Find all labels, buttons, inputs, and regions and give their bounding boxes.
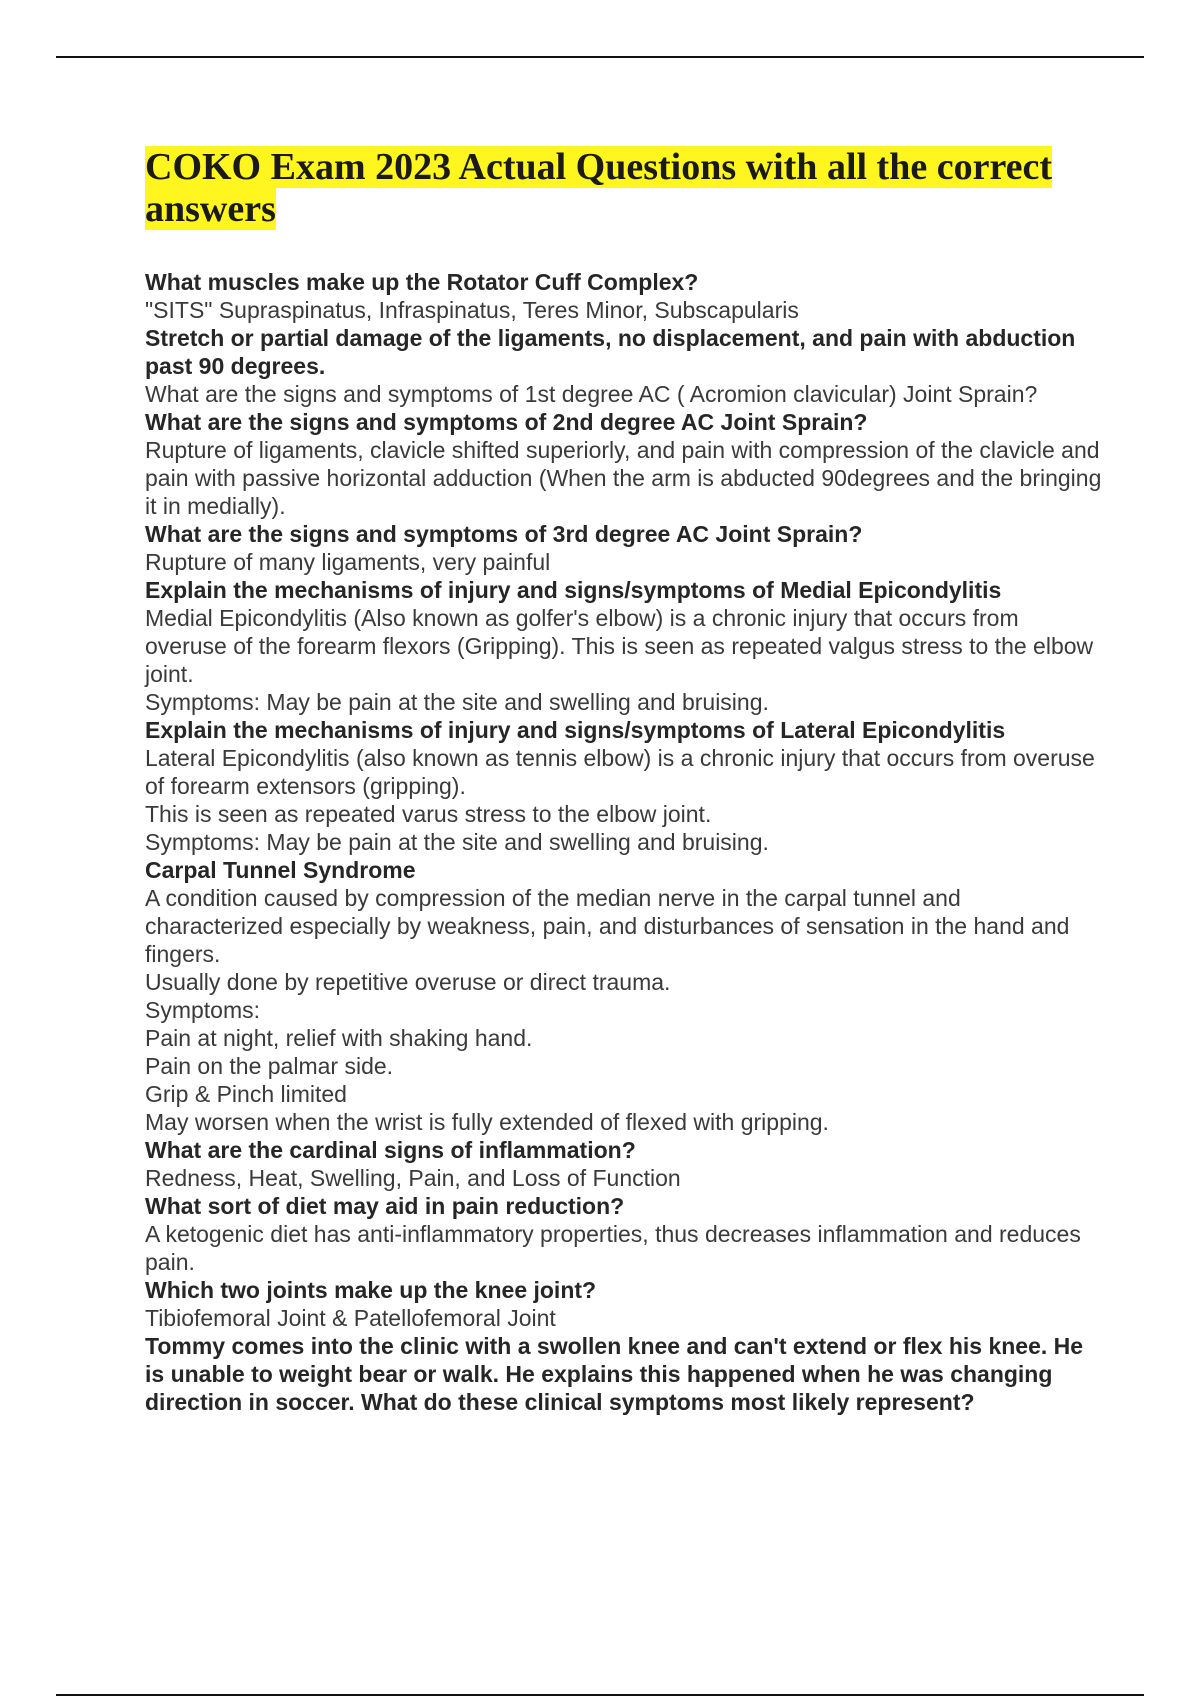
answer-line: Symptoms: May be pain at the site and swelling and bruising. (145, 829, 769, 855)
answer-line: A ketogenic diet has anti-inflammatory properties, thus decreases inflammation and reduces pain. (145, 1221, 1081, 1275)
answer-line: Tibiofemoral Joint & Patellofemoral Joint (145, 1305, 556, 1331)
document-body (145, 146, 1105, 1416)
answer-line: Lateral Epicondylitis (also known as tennis elbow) is a chronic injury that occurs from overuse of forearm extensors (gripping). (145, 745, 1095, 799)
title-highlight: COKO Exam 2023 Actual Questions with all the correct answers (145, 146, 1053, 230)
question-line: Explain the mechanisms of injury and signs/symptoms of Lateral Epicondylitis (145, 717, 1006, 743)
answer-line: Medial Epicondylitis (Also known as golfer's elbow) is a chronic injury that occurs from overuse of the forearm flexors (Gripping). This is seen as repeated valgus stress to the elbow joint. (145, 605, 1094, 687)
document-title (145, 146, 1105, 230)
answer-line: Redness, Heat, Swelling, Pain, and Loss of Function (145, 1165, 681, 1191)
question-line: What are the signs and symptoms of 3rd degree AC Joint Sprain? (145, 521, 863, 547)
bottom-rule (56, 1694, 1144, 1696)
question-line: Which two joints make up the knee joint? (145, 1277, 597, 1303)
answer-line: Symptoms: May be pain at the site and swelling and bruising. (145, 689, 769, 715)
answer-line: "SITS" Supraspinatus, Infraspinatus, Teres Minor, Subscapularis (145, 297, 799, 323)
answer-line: Pain at night, relief with shaking hand. (145, 1025, 533, 1051)
answer-line: Grip & Pinch limited (145, 1081, 347, 1107)
question-line: What sort of diet may aid in pain reduction? (145, 1193, 625, 1219)
top-rule (56, 56, 1144, 58)
answer-line: Rupture of ligaments, clavicle shifted superiorly, and pain with compression of the clavicle and pain with passive horizontal adduction (When the arm is abducted 90degrees and the bringing it in medially). (145, 437, 1102, 519)
question-line: What are the signs and symptoms of 2nd degree AC Joint Sprain? (145, 409, 868, 435)
answer-line: What are the signs and symptoms of 1st degree AC ( Acromion clavicular) Joint Sprain? (145, 381, 1038, 407)
answer-line: Rupture of many ligaments, very painful (145, 549, 551, 575)
answer-line: Symptoms: (145, 997, 261, 1023)
answer-line: This is seen as repeated varus stress to the elbow joint. (145, 801, 712, 827)
answer-line: May worsen when the wrist is fully extended of flexed with gripping. (145, 1109, 829, 1135)
answer-line: A condition caused by compression of the median nerve in the carpal tunnel and characterized especially by weakness, pain, and disturbances of sensation in the hand and fingers. (145, 885, 1070, 967)
question-line: What are the cardinal signs of inflammation? (145, 1137, 636, 1163)
answer-line: Pain on the palmar side. (145, 1053, 394, 1079)
answer-line: Usually done by repetitive overuse or direct trauma. (145, 969, 671, 995)
question-line: Explain the mechanisms of injury and signs/symptoms of Medial Epicondylitis (145, 577, 1002, 603)
question-line: Tommy comes into the clinic with a swollen knee and can't extend or flex his knee. He is unable to weight bear or walk. He explains this happened when he was changing direction in soccer. What do these clinical symptoms most likely represent? (145, 1333, 1084, 1415)
question-line: Carpal Tunnel Syndrome (145, 857, 416, 883)
qa-list (145, 268, 1105, 1416)
question-line: Stretch or partial damage of the ligaments, no displacement, and pain with abduction past 90 degrees. (145, 325, 1076, 379)
question-line: What muscles make up the Rotator Cuff Complex? (145, 269, 699, 295)
